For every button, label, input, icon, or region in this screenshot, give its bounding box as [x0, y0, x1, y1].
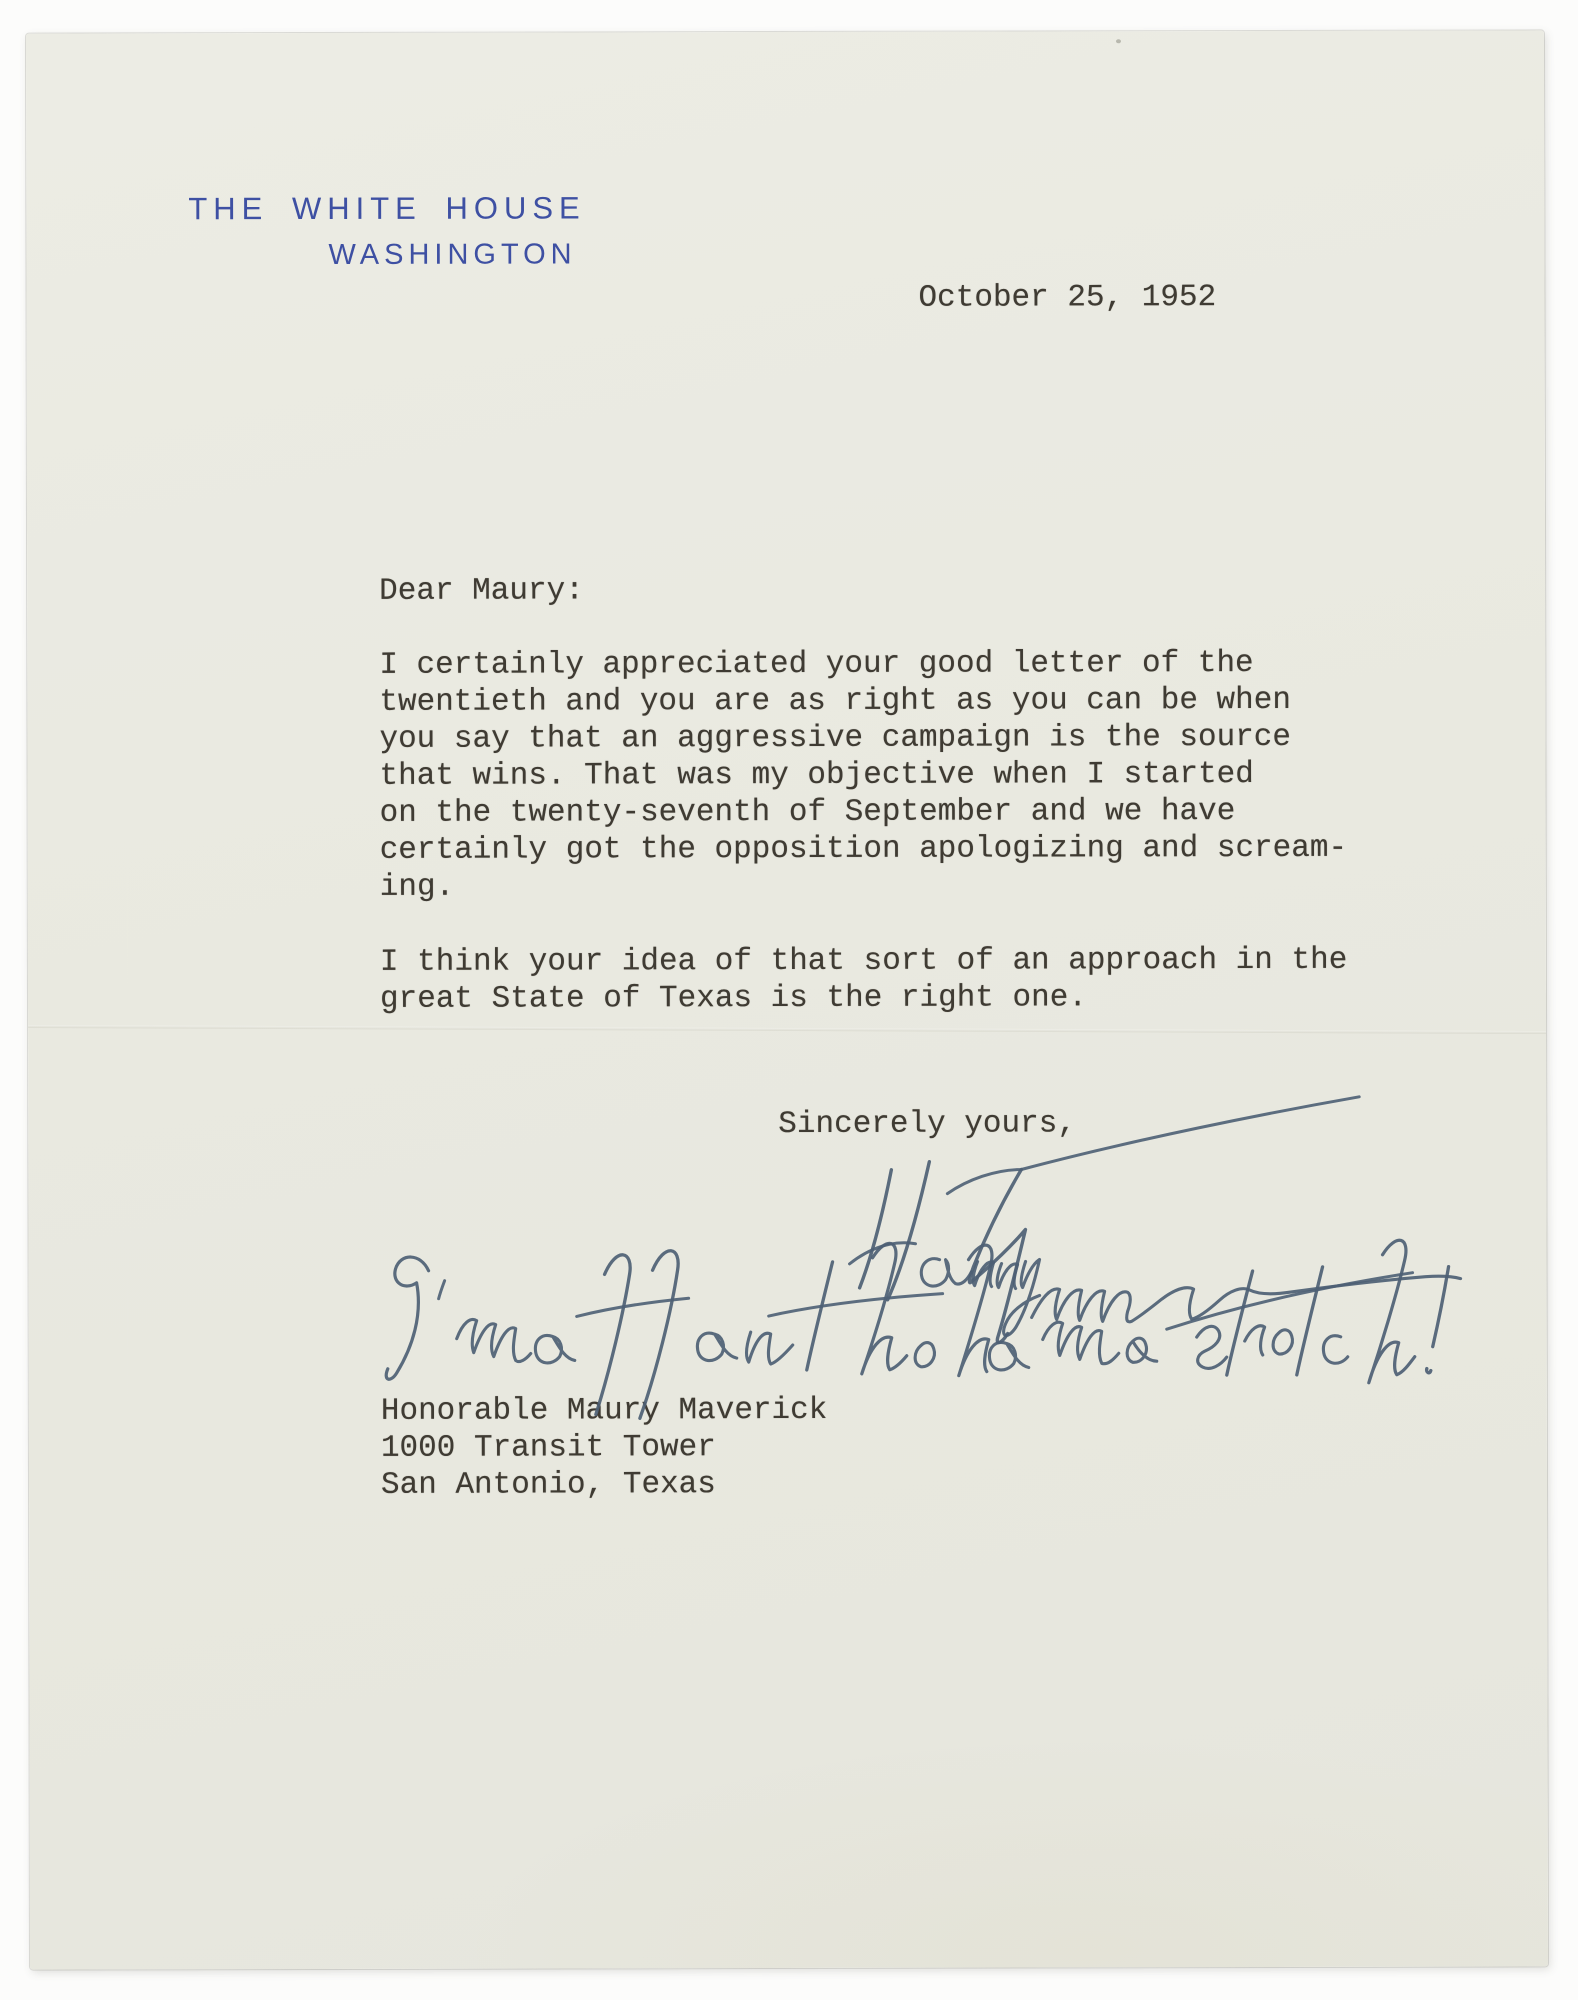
salutation: Dear Maury:	[379, 573, 584, 609]
body-paragraph-2: I think your idea of that sort of an approach in the great State of Texas is the right one.	[379, 942, 1348, 1017]
letter-date: October 25, 1952	[918, 280, 1217, 316]
body-paragraph-1: I certainly appreciated your good letter of the twentieth and you are as right as you can be when you say that an aggressive campaign is the source that wins. That was my objective when I started on the twenty-seventh of September and we have certainly got the opposition apologizing and scream- ing.	[379, 646, 1348, 905]
paper-speck	[1116, 39, 1121, 43]
letter-paper	[26, 30, 1548, 1969]
letterhead-line1: THE WHITE HOUSE	[188, 190, 586, 227]
handwritten-postscript-ink	[340, 1228, 1505, 1420]
recipient-address: Honorable Maury Maverick 1000 Transit Tower San Antonio, Texas	[380, 1392, 828, 1503]
fold-crease	[28, 1025, 1546, 1034]
letterhead-line2: WASHINGTON	[328, 238, 577, 271]
closing: Sincerely yours,	[778, 1106, 1076, 1143]
